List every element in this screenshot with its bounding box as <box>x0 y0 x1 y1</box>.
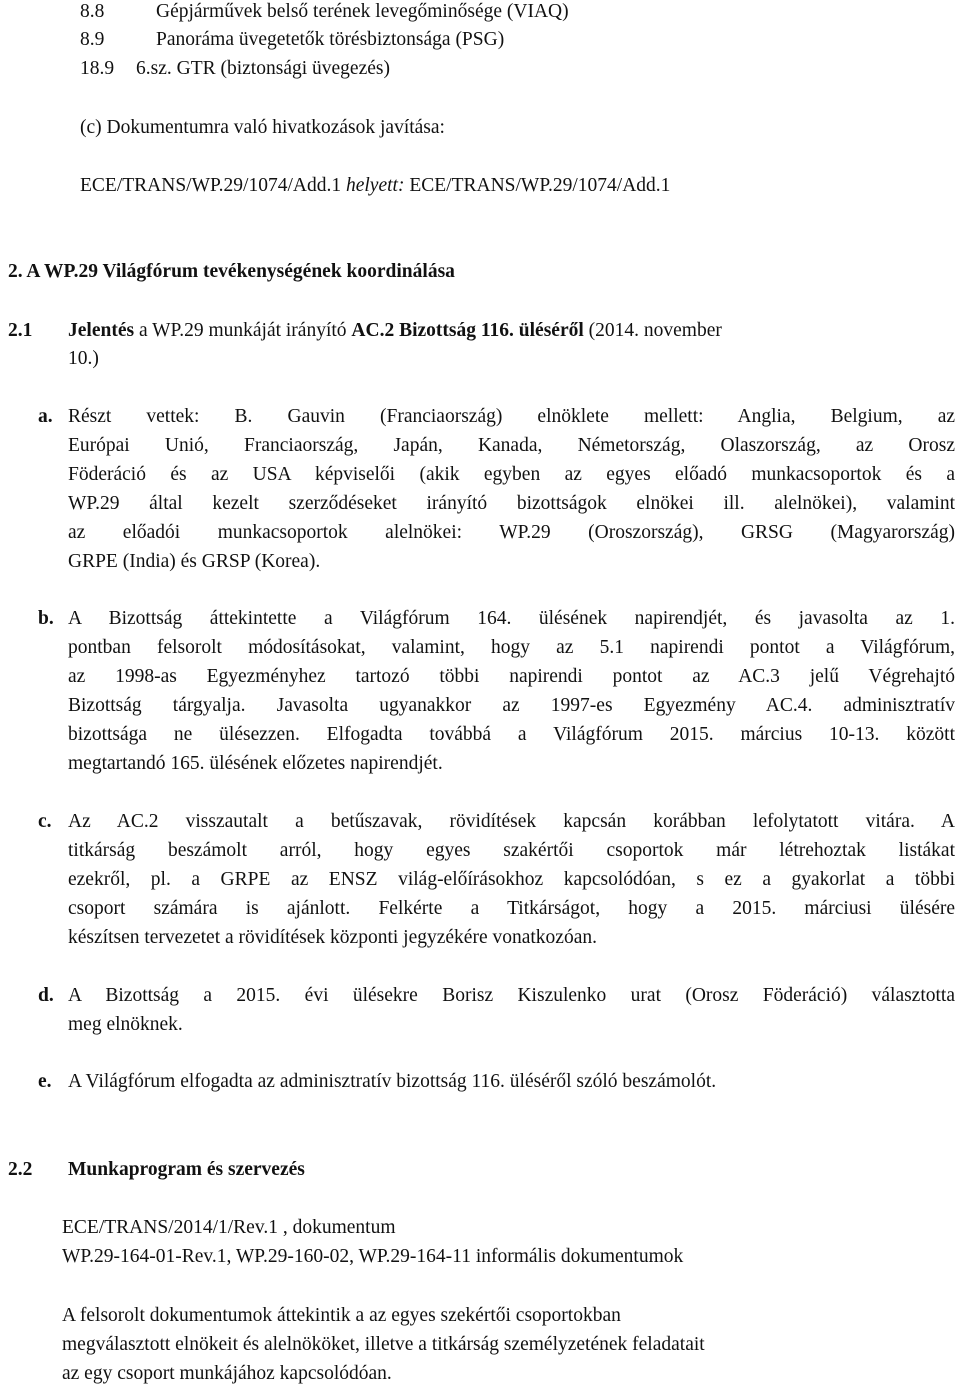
item-line: GRPE (India) és GRSP (Korea). <box>68 551 321 572</box>
item-line: meg elnöknek. <box>68 1014 183 1035</box>
corrections-heading: (c) Dokumentumra való hivatkozások javítása: <box>80 117 445 138</box>
section-2-1-number: 2.1 <box>8 320 33 341</box>
item-line: A Világfórum elfogadta az adminisztratív bizottság 116. üléséről szóló beszámolót. <box>68 1071 717 1092</box>
item-line: A Bizottság áttekintette a Világfórum 164. ülésének napirendjét, és javasolta az 1. <box>68 608 955 629</box>
list-number: 8.8 <box>80 1 105 22</box>
item-line: az 1998-as Egyezményhez tartozó többi napirendi pontot az AC.3 jelű Végrehajtó <box>68 666 955 687</box>
item-line: Bizottság tárgyalja. Javasolta ugyanakkor az 1997-es Egyezmény AC.4. adminisztratív <box>68 695 955 716</box>
section-2-2-title: Munkaprogram és szervezés <box>68 1159 305 1180</box>
item-label: c. <box>38 811 52 832</box>
list-item-text: 6.sz. GTR (biztonsági üvegezés) <box>136 58 390 79</box>
item-line: titkárság beszámolt arról, hogy egyes szakértői csoportok már létrehoztak listákat <box>68 840 955 861</box>
item-label: e. <box>38 1071 52 1092</box>
item-label: a. <box>38 406 53 427</box>
paragraph-line: az egy csoport munkájához kapcsolódóan. <box>62 1363 392 1384</box>
item-line: csoport számára is ajánlott. Felkérte a Titkárságot, hogy a 2015. márciusi ülésére <box>68 898 955 919</box>
item-line: az előadói munkacsoportok alelnökei: WP.29 (Oroszország), GRSG (Magyarország) <box>68 522 955 543</box>
section-2-1-title-cont: 10.) <box>68 348 99 369</box>
document-reference: ECE/TRANS/2014/1/Rev.1 , dokumentum <box>62 1217 396 1238</box>
informal-documents: WP.29-164-01-Rev.1, WP.29-160-02, WP.29-164-11 informális dokumentumok <box>62 1246 684 1267</box>
item-line: Az AC.2 visszautalt a betűszavak, rövidítések kapcsán korábban lefolytatott vitára. A <box>68 811 955 832</box>
section-2-1-title: Jelentés a WP.29 munkáját irányító AC.2 Bizottság 116. üléséről (2014. november <box>68 320 722 341</box>
item-line: WP.29 által kezelt szerződéseket irányító bizottságok elnökei ill. alelnökei), valamint <box>68 493 955 514</box>
item-line: Részt vettek: B. Gauvin (Franciaország) elnöklete mellett: Anglia, Belgium, az <box>68 406 955 427</box>
item-line: készítsen tervezetet a rövidítések központi jegyzékére vonatkozóan. <box>68 927 597 948</box>
item-line: Föderáció és az USA képviselői (akik egyben az egyes előadó munkacsoportok és a <box>68 464 955 485</box>
item-line: ezekről, pl. a GRPE az ENSZ világ-előírásokhoz kapcsolódóan, s ez a gyakorlat a többi <box>68 869 955 890</box>
item-line: bizottsága ne ülésezzen. Elfogadta továbbá a Világfórum 2015. március 10-13. között <box>68 724 955 745</box>
reference-new: ECE/TRANS/WP.29/1074/Add.1 <box>404 175 671 196</box>
item-line: Európai Unió, Franciaország, Japán, Kanada, Németország, Olaszország, az Orosz <box>68 435 955 456</box>
list-item-text: Gépjárművek belső terének levegőminősége (VIAQ) <box>156 1 569 22</box>
reference-old: ECE/TRANS/WP.29/1074/Add.1 <box>80 175 346 196</box>
section-2-2-number: 2.2 <box>8 1159 33 1180</box>
section-2-title: 2. A WP.29 Világfórum tevékenységének koordinálása <box>8 261 455 282</box>
reference-instead: helyett: <box>345 175 405 196</box>
list-item-text: Panoráma üvegetetők törésbiztonsága (PSG) <box>156 29 505 50</box>
item-label: d. <box>38 985 54 1006</box>
list-number: 8.9 <box>80 29 105 50</box>
item-line: pontban felsorolt módosításokat, valamint, hogy az 5.1 napirendi pontot a Világfórum, <box>68 637 955 658</box>
item-line: A Bizottság a 2015. évi ülésekre Borisz Kiszulenko urat (Orosz Föderáció) választotta <box>68 985 955 1006</box>
paragraph-line: megválasztott elnökeit és alelnököket, illetve a titkárság személyzetének feladatait <box>62 1334 705 1355</box>
item-line: megtartandó 165. ülésének előzetes napirendjét. <box>68 753 443 774</box>
corrections-reference <box>80 172 670 200</box>
paragraph-line: A felsorolt dokumentumok áttekintik a az egyes szekértői csoportokban <box>62 1305 621 1326</box>
list-number: 18.9 <box>80 58 115 79</box>
item-label: b. <box>38 608 54 629</box>
